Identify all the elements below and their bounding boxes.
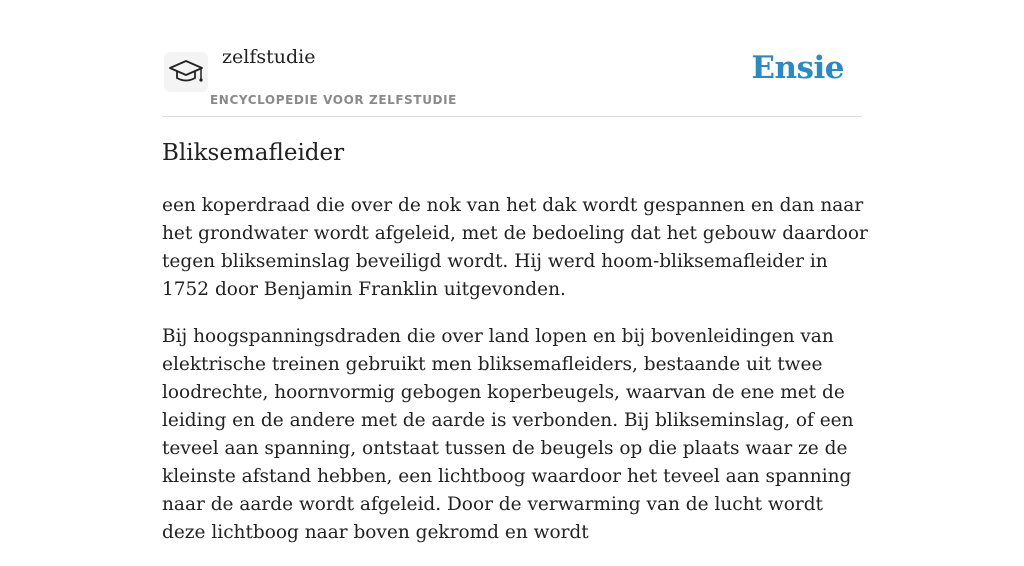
article-paragraph: Bij hoogspanningsdraden die over land lopen en bij bovenleidingen van elektrische treinen gebruikt men bliksemafleiders, bestaande uit twee loodrechte, hoornvormig gebogen koperbeugels, waarvan de ene met de leiding en de andere met de aarde is verbonden. Bij blikseminslag, of een teveel aan spanning, ontstaat tussen de beugels op die plaats waar ze de kleinste afstand hebben, een lichtboog waardoor het teveel aan spanning naar de aarde wordt afgeleid. Door de verwarming van de lucht wordt deze lichtboog naar boven gekromd en wordt xyxy=(162,326,854,543)
article-body xyxy=(162,192,872,566)
site-header xyxy=(162,0,862,117)
site-name[interactable]: zelfstudie xyxy=(222,46,316,68)
graduation-cap-icon[interactable] xyxy=(164,52,208,92)
article-paragraph: een koperdraad die over de nok van het dak wordt gespannen en dan naar het grondwater wordt afgeleid, met de bedoeling dat het gebouw daardoor tegen blikseminslag beveiligd wordt. Hij werd hoom-bliksemafleider in 1752 door Benjamin Franklin uitgevonden. xyxy=(162,195,868,300)
article-title: Bliksemafleider xyxy=(162,140,345,166)
brand-logo[interactable]: Ensie xyxy=(751,50,844,86)
site-tagline: ENCYCLOPEDIE VOOR ZELFSTUDIE xyxy=(210,93,457,107)
